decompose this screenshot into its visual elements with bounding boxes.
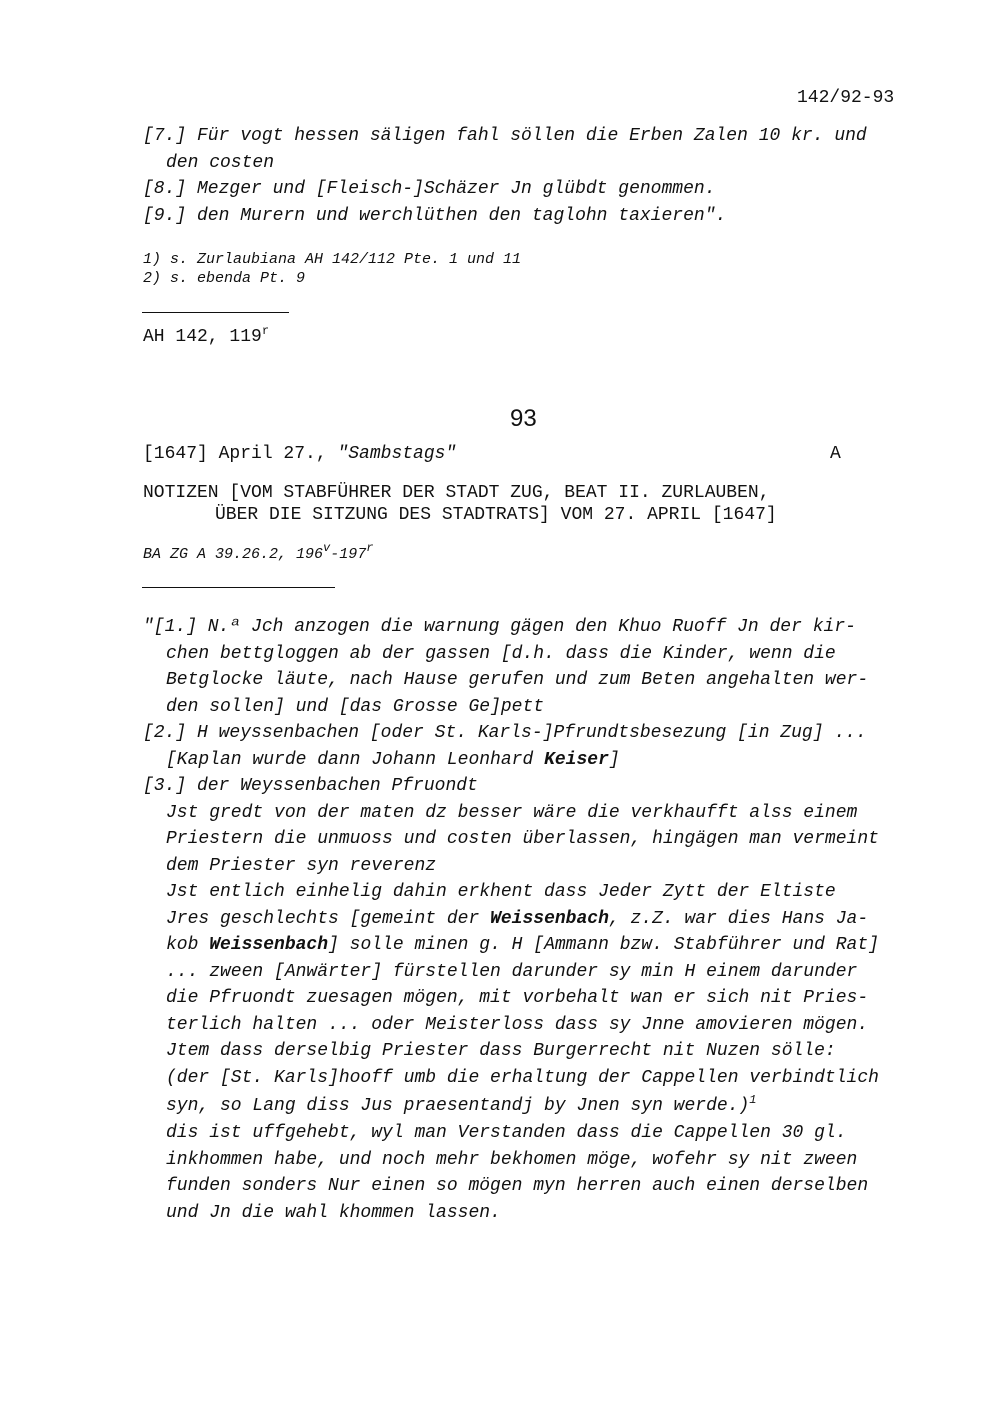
prev-item-9: [9.] den Murern und werchlüthen den taglohn taxieren". [143, 206, 727, 226]
body-p3-line-11: (der [St. Karls]hooff umb die erhaltung der Cappellen verbindtlich [166, 1068, 879, 1088]
footnote-2: 2) s. ebenda Pt. 9 [143, 270, 306, 287]
header-divider [142, 587, 335, 588]
source-text: AH 142, 119 [143, 327, 262, 347]
entry-letter: A [830, 444, 841, 464]
body-p3-line-4: Jst entlich einhelig dahin erkhent dass Jeder Zytt der Eltiste [166, 882, 836, 902]
body-p3-line-14: inkhommen habe, und noch mehr bekhomen möge, wofehr sy nit zween [166, 1150, 858, 1170]
archive-sup-1: v [323, 541, 331, 555]
body-p1-line-1: "[1.] N.ª Jch anzogen die warnung gägen den Khuo Ruoff Jn der kir- [143, 617, 856, 637]
prev-item-8: [8.] Mezger und [Fleisch-]Schäzer Jn glübdt genommen. [143, 179, 716, 199]
body-p3-l6-post: ] solle minen g. H [Ammann bzw. Stabführer und Rat] [328, 935, 879, 955]
prev-item-7: [7.] Für vogt hessen säligen fahl söllen die Erben Zalen 10 kr. und [143, 126, 867, 146]
entry-title-line-2: ÜBER DIE SITZUNG DES STADTRATS] VOM 27. APRIL [1647] [215, 505, 777, 525]
body-p3-l5-pre: Jres geschlechts [gemeint der [166, 909, 491, 929]
body-p1-line-2: chen bettgloggen ab der gassen [d.h. dass die Kinder, wenn die [166, 644, 836, 664]
body-p2-post: ] [608, 750, 620, 770]
archive-reference [143, 541, 374, 563]
entry-title-line-1: NOTIZEN [VOM STABFÜHRER DER STADT ZUG, BEAT II. ZURLAUBEN, [143, 483, 770, 503]
body-p3-line-12 [166, 1093, 757, 1116]
name-weissenbach-2: Weissenbach [209, 935, 329, 955]
source-superscript: r [261, 324, 270, 338]
body-p3-line-1: Jst gredt von der maten dz besser wäre die verkhaufft alss einem [166, 803, 858, 823]
body-p2-pre: [Kaplan wurde dann Johann Leonhard [166, 750, 545, 770]
name-keiser: Keiser [544, 750, 609, 770]
archive-text: BA ZG A 39.26.2, 196 [143, 546, 324, 563]
source-reference [143, 324, 270, 347]
body-p3-line-3: dem Priester syn reverenz [166, 856, 437, 876]
footnote-marker-1: 1 [749, 1093, 757, 1107]
name-weissenbach-1: Weissenbach [490, 909, 609, 929]
body-p3-heading: [3.] der Weyssenbachen Pfruondt [143, 776, 478, 796]
body-p3-line-2: Priestern die unmuoss und costen überlassen, hingägen man vermeint [166, 829, 879, 849]
body-p3-line-13: dis ist uffgehebt, wyl man Verstanden dass die Cappellen 30 gl. [166, 1123, 847, 1143]
prev-item-7-cont: den costen [166, 153, 275, 173]
archive-mid: -197 [330, 546, 367, 563]
body-p1-line-4: den sollen] und [das Grosse Ge]pett [166, 697, 545, 717]
entry-date-quote: "Sambstags" [337, 444, 457, 464]
entry-date [143, 444, 456, 464]
archive-sup-2: r [366, 541, 374, 555]
body-p2-line-1: [2.] H weyssenbachen [oder St. Karls-]Pfrundtsbesezung [in Zug] ... [143, 723, 867, 743]
body-p3-line-5 [166, 909, 868, 929]
body-p1-line-3: Betglocke läute, nach Hause gerufen und zum Beten angehalten wer- [166, 670, 869, 690]
body-p3-line-7: ... zween [Anwärter] fürstellen darunder sy min H einem darunder [166, 962, 858, 982]
footnote-1: 1) s. Zurlaubiana AH 142/112 Pte. 1 und 11 [143, 251, 522, 268]
body-p3-line-10: Jtem dass derselbig Priester dass Burgerrecht nit Nuzen sölle: [166, 1041, 836, 1061]
body-p3-l12-text: syn, so Lang diss Jus praesentandj by Jnen syn werde.) [166, 1096, 750, 1116]
body-p2-line-2 [166, 750, 620, 770]
body-p3-line-15: funden sonders Nur einen so mögen myn herren auch einen derselben [166, 1176, 869, 1196]
body-p3-line-9: terlich halten ... oder Meisterloss dass sy Jnne amovieren mögen. [166, 1015, 869, 1035]
body-p3-line-6 [166, 935, 879, 955]
footnote-divider [142, 312, 289, 313]
entry-date-text: [1647] April 27., [143, 444, 338, 464]
body-p3-l6-pre: kob [166, 935, 210, 955]
entry-number: 93 [510, 405, 537, 432]
body-p3-line-8: die Pfruondt zuesagen mögen, mit vorbehalt wan er sich nit Pries- [166, 988, 869, 1008]
body-p3-l5-post: , z.Z. war dies Hans Ja- [608, 909, 869, 929]
page-reference: 142/92-93 [797, 88, 895, 108]
body-p3-line-16: und Jn die wahl khommen lassen. [166, 1203, 501, 1223]
